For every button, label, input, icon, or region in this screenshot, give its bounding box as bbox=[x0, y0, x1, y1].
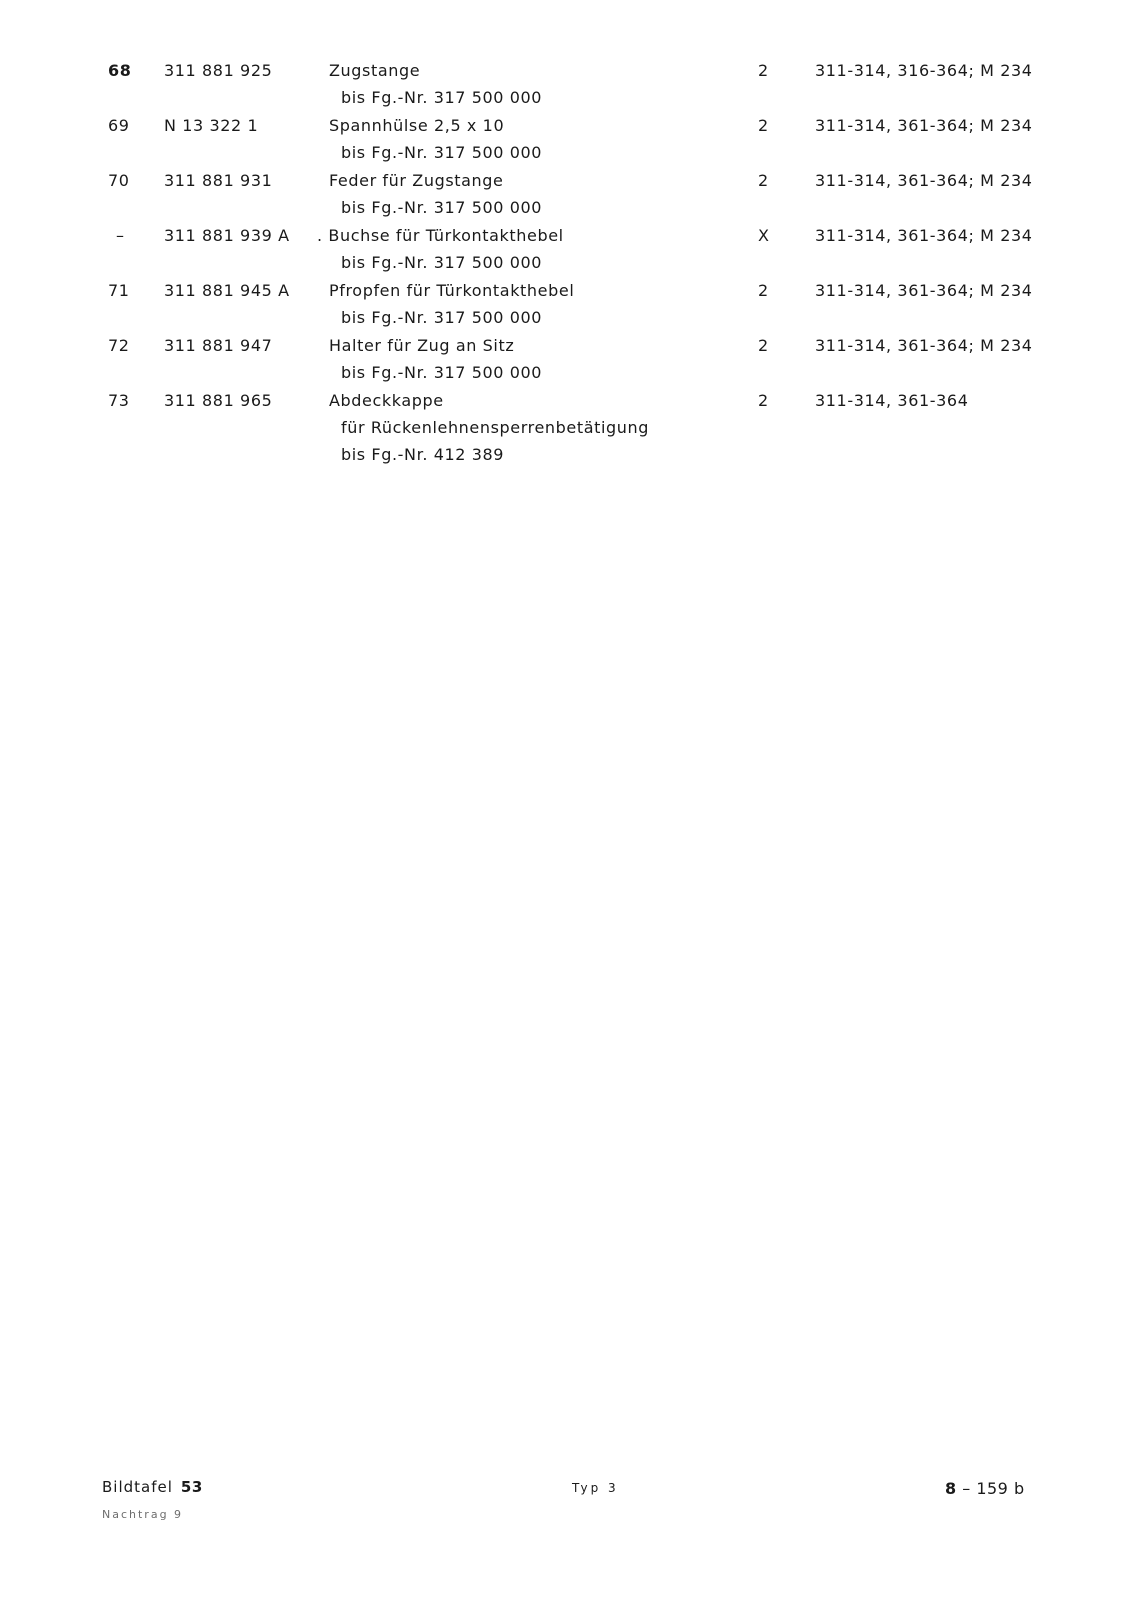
type-applicability: 311-314, 361-364; M 234 bbox=[815, 281, 1033, 300]
part-number: 311 881 945 A bbox=[164, 281, 290, 300]
quantity: 2 bbox=[758, 171, 769, 190]
model-type: Typ 3 bbox=[572, 1481, 619, 1495]
part-number: 311 881 931 bbox=[164, 171, 273, 190]
part-description bbox=[317, 222, 564, 276]
description-note: bis Fg.-Nr. 412 389 bbox=[341, 445, 505, 464]
part-description bbox=[329, 277, 574, 331]
type-applicability: 311-314, 361-364; M 234 bbox=[815, 226, 1033, 245]
description-line: Pfropfen für Türkontakthebel bbox=[329, 281, 575, 300]
description-note: für Rückenlehnensperrenbetätigung bbox=[341, 418, 650, 437]
description-line: Zugstange bbox=[329, 61, 421, 80]
type-applicability: 311-314, 361-364 bbox=[815, 391, 969, 410]
description-line: Abdeckkappe bbox=[329, 391, 444, 410]
position-number: 73 bbox=[108, 391, 130, 410]
type-applicability: 311-314, 361-364; M 234 bbox=[815, 336, 1033, 355]
page-number bbox=[945, 1479, 1025, 1498]
description-note: bis Fg.-Nr. 317 500 000 bbox=[341, 308, 543, 327]
position-number: 72 bbox=[108, 336, 130, 355]
quantity: X bbox=[758, 226, 770, 245]
table-row bbox=[0, 277, 1133, 333]
description-note: bis Fg.-Nr. 317 500 000 bbox=[341, 363, 543, 382]
part-number: 311 881 925 bbox=[164, 61, 273, 80]
type-applicability: 311-314, 316-364; M 234 bbox=[815, 61, 1033, 80]
part-number: 311 881 939 A bbox=[164, 226, 290, 245]
page-reference: – 159 b bbox=[962, 1479, 1025, 1498]
plate-label: Bildtafel bbox=[102, 1478, 173, 1496]
description-line: Halter für Zug an Sitz bbox=[329, 336, 515, 355]
quantity: 2 bbox=[758, 61, 769, 80]
quantity: 2 bbox=[758, 391, 769, 410]
part-description bbox=[329, 112, 542, 166]
position-number: 71 bbox=[108, 281, 130, 300]
description-note: bis Fg.-Nr. 317 500 000 bbox=[341, 88, 543, 107]
section-number: 8 bbox=[945, 1479, 957, 1498]
description-note: bis Fg.-Nr. 317 500 000 bbox=[341, 253, 543, 272]
part-number: 311 881 965 bbox=[164, 391, 273, 410]
description-line: Spannhülse 2,5 x 10 bbox=[329, 116, 505, 135]
part-description bbox=[329, 167, 542, 221]
description-line: Feder für Zugstange bbox=[329, 171, 504, 190]
type-applicability: 311-314, 361-364; M 234 bbox=[815, 171, 1033, 190]
part-number: N 13 322 1 bbox=[164, 116, 259, 135]
table-row bbox=[0, 387, 1133, 471]
table-row bbox=[0, 167, 1133, 223]
description-note: bis Fg.-Nr. 317 500 000 bbox=[341, 143, 543, 162]
table-row bbox=[0, 332, 1133, 388]
table-row bbox=[0, 112, 1133, 168]
position-number: 68 bbox=[108, 61, 132, 80]
quantity: 2 bbox=[758, 281, 769, 300]
table-row bbox=[0, 222, 1133, 278]
plate-number: 53 bbox=[180, 1478, 203, 1496]
part-description bbox=[329, 387, 649, 468]
part-description bbox=[329, 332, 542, 386]
part-description bbox=[329, 57, 542, 111]
quantity: 2 bbox=[758, 116, 769, 135]
type-applicability: 311-314, 361-364; M 234 bbox=[815, 116, 1033, 135]
description-line: . Buchse für Türkontakthebel bbox=[317, 226, 564, 245]
position-number: 69 bbox=[108, 116, 130, 135]
supplement-note: Nachtrag 9 bbox=[102, 1508, 184, 1521]
position-number: 70 bbox=[108, 171, 130, 190]
part-number: 311 881 947 bbox=[164, 336, 273, 355]
table-row bbox=[0, 57, 1133, 113]
position-number: – bbox=[116, 226, 125, 245]
description-note: bis Fg.-Nr. 317 500 000 bbox=[341, 198, 543, 217]
quantity: 2 bbox=[758, 336, 769, 355]
plate-reference bbox=[102, 1478, 203, 1496]
